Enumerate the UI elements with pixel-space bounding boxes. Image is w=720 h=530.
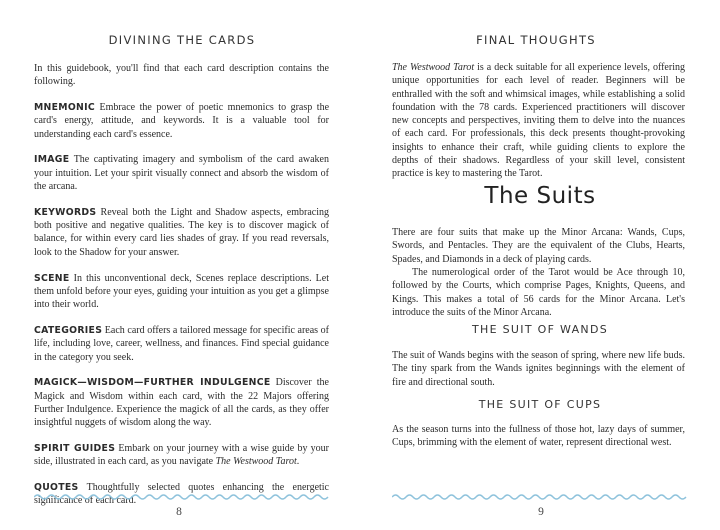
cups-heading: THE SUIT OF CUPS	[478, 398, 602, 411]
entry-text: Discover the Magick and Wisdom within each card, with the 22 Majors offering Further Indulgence. Experience the magick of all the cards, as they offer insightful nuggets of wisdom along the way.	[34, 377, 329, 429]
entry-image	[34, 153, 329, 193]
suits-paragraph-2: The numerological order of the Tarot would be Ace through 10, followed by the Courts, which comprise Pages, Knights, Queens, and Kings. This makes a total of 56 cards for the Minor Arcana. Let's introduce the suits of the Minor Arcana.	[392, 267, 685, 318]
entry-text: In this unconventional deck, Scenes replace descriptions. Let them unfold before your eyes, guiding your intuition as you get a glimpse into their world.	[34, 272, 330, 311]
entry-text: The captivating imagery and symbolism of the card awaken your intuition. Let your spirit visually connect and absorb the wisdom of the arcana.	[34, 154, 329, 193]
entry-term: IMAGE	[34, 154, 70, 166]
entry-text: Embark on your journey with a wise guide by your side, illustrated in each card, as you navigate	[34, 443, 329, 468]
entry-categories	[34, 324, 329, 364]
entry-scene	[34, 272, 329, 312]
suits-paragraph-1: There are four suits that make up the Minor Arcana: Wands, Cups, Swords, and Pentacles. They are the equivalent of the Clubs, Hearts, Spades, and Diamonds in a deck of playing cards.	[392, 227, 685, 265]
entry-term: SCENE	[34, 272, 70, 284]
left-page-body	[34, 62, 329, 520]
right-page	[360, 0, 720, 530]
entry-text-end: .	[296, 456, 300, 468]
right-wave-divider	[392, 492, 688, 502]
entry-magick	[34, 376, 329, 429]
right-page-number: 9	[538, 506, 544, 518]
entry-keywords	[34, 206, 329, 259]
right-page-header: FINAL THOUGHTS	[476, 33, 596, 47]
entry-term: KEYWORDS	[34, 206, 97, 218]
entry-mnemonic	[34, 101, 329, 141]
left-wave-divider	[34, 492, 330, 502]
entry-term: QUOTES	[34, 482, 79, 494]
final-thoughts-text: is a deck suitable for all experience levels, offering unique opportunities for each level of reader. Beginners will be enthralled with the soft and whimsical images, while establishing a solid foundation with the 78 cards. Experienced practitioners will discover new concepts and perspectives, inviting them to delve into the nuances of each card. For professionals, this deck presents thought-provoking insights to enhance their craft, while guiding clients to explore the depths of their shadows. Regardless of your skill level, consistent practice is key to mastering the Tarot.	[392, 62, 685, 180]
entry-term: SPIRIT GUIDES	[34, 443, 116, 455]
entry-text: Embrace the power of poetic mnemonics to grasp the card's energy, attitude, and keywords. It is a valuable tool for understanding each card's essence.	[34, 102, 330, 140]
book-title: The Westwood Tarot	[392, 62, 475, 73]
intro-paragraph: In this guidebook, you'll find that each card description contains the following.	[34, 63, 329, 88]
cups-paragraph: As the season turns into the fullness of those hot, lazy days of summer, Cups, brimming with the element of water, represent directional west.	[392, 424, 685, 449]
book-title: The Westwood Tarot	[215, 456, 297, 468]
final-thoughts-paragraph	[392, 61, 685, 181]
entry-text: Thoughtfully selected quotes enhancing the energetic significance of each card.	[34, 482, 329, 507]
left-page-header: DIVINING THE CARDS	[108, 33, 256, 47]
left-page-number: 8	[176, 506, 182, 518]
entry-text: Reveal both the Light and Shadow aspects, embracing both positive and negative qualities. The key is to discover magick of balance, for within every card lies shades of gray. If you read reversals, look to the Shadow for your answer.	[34, 206, 330, 258]
entry-text: Each card offers a tailored message for specific areas of life, including love, career, wellness, and finances. Find special guidance in the category you seek.	[34, 324, 330, 363]
entry-term: MNEMONIC	[34, 102, 96, 114]
entry-term: MAGICK—WISDOM—FURTHER INDULGENCE	[34, 377, 271, 389]
suits-title: The Suits	[484, 183, 596, 209]
entry-spirit-guides	[34, 442, 329, 469]
wands-heading: THE SUIT OF WANDS	[472, 323, 608, 336]
entry-term: CATEGORIES	[34, 324, 103, 336]
wands-paragraph: The suit of Wands begins with the season of spring, where new life buds. The tiny spark from the Wands ignites beginnings with the element of fire and directional south.	[392, 350, 685, 388]
